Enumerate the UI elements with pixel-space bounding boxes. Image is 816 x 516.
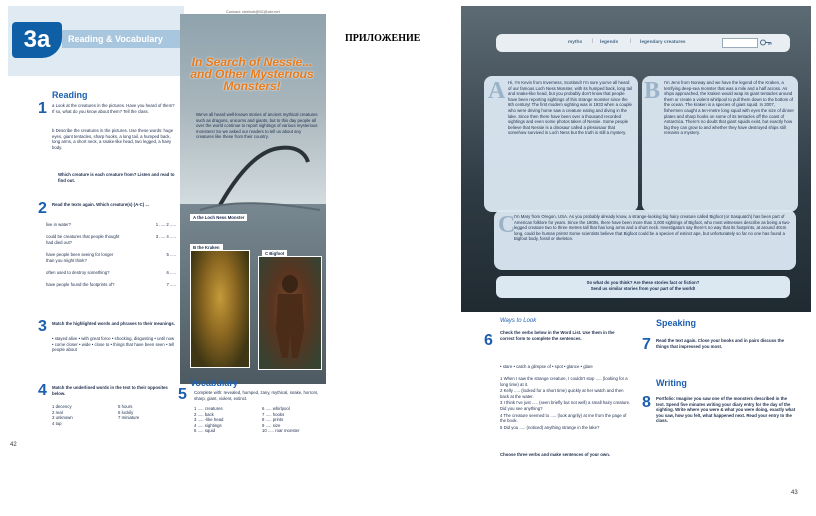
exercise-4-words-col2 xyxy=(118,404,174,421)
reading-heading: Reading xyxy=(52,90,88,100)
list-item: 5 ..... squid xyxy=(194,428,216,434)
exercise-3-number: 3 xyxy=(38,318,47,335)
exercise-1c: Which creature is each creature from? Listen and read to find out. xyxy=(58,172,175,183)
list-item: could be creatures that people thought had died out? 3 ..... 4 ..... xyxy=(46,234,176,245)
list-item: 2 Kelly ..... (looked for a short time) quickly at her watch and then back at the water. xyxy=(500,388,624,399)
search-box[interactable] xyxy=(722,38,758,48)
list-item: 5 Did you ..... (noticed) anything strange in the lake? xyxy=(500,424,600,430)
exercise-2-number: 2 xyxy=(38,200,47,217)
list-item: 4 top xyxy=(52,420,62,426)
website-nav-bar: myths | legends | legendary creatures xyxy=(496,34,790,52)
kraken-image xyxy=(190,250,250,368)
bigfoot-silhouette xyxy=(270,270,310,360)
list-item: 1 When I saw the strange creature, I couldn't stop ..... (looking for a long time) at it. xyxy=(500,376,628,387)
story-c-text: I'm Mary from Oregon, USA. As you probably already know, a strange-looking big hairy creature called Bigfoot (or Sasquatch) has been part of American folklore for years. Since the 1800s, there have been more than 3,000 sightings of Bigfoot, who most witnesses describe as being a two-legged creature two to three metres tall that has long arms and a short neck. Investigators say there's no way that its footprints, at around 40cm long, could be human prints! Some scientists believe that Bigfoot could be a species of extinct ape, but unfortunately so far no one has found a Bigfoot body, fossil or skeleton. xyxy=(514,214,791,242)
header-url: Contact: chebuh@52@ukr.net xyxy=(226,9,280,14)
vocabulary-heading: Vocabulary xyxy=(190,378,238,388)
panel-letter-c: C xyxy=(498,212,516,238)
list-item: 2 real xyxy=(52,409,63,415)
exercise-4-words-col1 xyxy=(52,404,102,426)
exercise-6-instructions: Check the verbs below in the Word List. Use them in the correct form to complete the sentences. xyxy=(500,330,615,341)
photo-label-b: B the Kraken xyxy=(190,244,223,251)
nav-item-legends[interactable]: legends xyxy=(600,40,619,45)
list-item: 6 luckily xyxy=(118,409,134,415)
question-line-1: So what do you think? Are these stories fact or fiction? xyxy=(586,280,700,285)
writing-text: Portfolio: Imagine you saw one of the monsters described in the text. Spend five minutes writing your diary entry for the day of the sighting. Write where you were & what you were doing, exactly what you saw, how you felt, what happened next. Read your entry to the class. xyxy=(656,396,796,424)
list-item: often used to destroy something? 6 ..... xyxy=(46,270,176,275)
speaking-heading: Speaking xyxy=(656,318,697,328)
speaking-text: Read the text again. Close your books and in pairs discuss the things that impressed you most. xyxy=(656,338,784,349)
exercise-7-number: 7 xyxy=(642,336,651,353)
story-a-text: Hi, I'm Kevin from Inverness, Scotland! I'm sure you've all heard of our famous Loch Ness Monster, with its humped back, long tail and snake-like head, but you probably don't know that people have been reporting sightings of this strange monster since the 6th century! The first modern sighting was in 1933 when a couple who were driving home saw a creature eating and diving in the lake. Since then there have been over a thousand recorded sightings and even some photos taken of Nessie. Some people believe that Nessie is a dinosaur called a plesiosaur that somehow survived in Loch Ness but the truth is still a mystery. xyxy=(508,80,632,136)
unit-badge: 3a xyxy=(12,22,62,58)
list-item: 4 The creature seemed to ..... (look angrily) at me from the page of the book. xyxy=(500,412,627,424)
list-item: 2 ..... back xyxy=(194,411,214,417)
list-item: 5 hours xyxy=(118,404,133,409)
exercise-1b: b Describe the creatures in the pictures. Use these words: huge eyes, giant tentacles, sharp hooks, a long tail, a humped back, long arms, a short neck, a snake-like head, two legged, a hairy body. xyxy=(52,128,174,150)
list-item: 8 ..... prints xyxy=(262,417,284,423)
nav-item-legendary-creatures[interactable]: legendary creatures xyxy=(640,40,686,45)
exercise-5-col2 xyxy=(262,406,326,434)
exercise-2-list xyxy=(46,222,176,294)
writing-heading: Writing xyxy=(656,378,687,388)
magazine-title: In Search of Nessie... and Other Mysterious Monsters! xyxy=(190,55,314,93)
photo-label-c: C Bigfoot xyxy=(262,250,287,257)
exercise-8-number: 8 xyxy=(642,394,651,411)
exercise-5-instructions: Complete with: revealed, humped, zany, mythical, snake, horrors, sharp, giant, violent, extinct. xyxy=(194,390,319,401)
magazine-intro: We've all heard well-known stories of ancient mythical creatures such as dragons, unicorns and giants, but to this day people all over the world continue to report sightings of various mysterious monsters! So we asked our readers to tell us about any creatures like these from their country. xyxy=(196,112,318,140)
unit-title: Reading & Vocabulary xyxy=(62,30,182,48)
photo-label-a: A the Loch Ness Monster xyxy=(190,214,247,221)
list-item: 1 decency xyxy=(52,404,72,409)
exercise-3-meanings: • stayed alive • with great force • shocking, disgusting • until now • come closer • wide • close to • things that have been seen • tell people about xyxy=(52,336,175,353)
question-box xyxy=(496,276,790,298)
list-item: 9 ..... size xyxy=(262,422,281,428)
exercise-3-instructions: Match the highlighted words and phrases to their meanings. xyxy=(52,321,175,326)
page-number-left: 42 xyxy=(10,442,17,448)
nav-item-myths[interactable]: myths xyxy=(568,40,583,45)
panel-letter-b: B xyxy=(644,78,661,104)
list-item: 6 ..... whirlpool xyxy=(262,406,290,411)
list-item: 3 unknown xyxy=(52,415,73,421)
exercise-2-instructions: Read the texts again. Which creature(s) (A-C) ... xyxy=(52,202,149,207)
list-item: 4 ..... sightings xyxy=(194,422,222,428)
page-number-right: 43 xyxy=(791,490,798,496)
exercise-5-number: 5 xyxy=(178,386,187,403)
list-item: 1 ..... creatures xyxy=(194,406,223,411)
exercise-4-instructions: Match the underlined words in the text to their opposites below. xyxy=(52,385,168,396)
panel-letter-a: A xyxy=(488,78,506,104)
key-icon[interactable] xyxy=(760,38,772,47)
exercise-1-number: 1 xyxy=(38,100,47,117)
list-item: 3 ..... -like head xyxy=(194,417,224,423)
story-b-text: I'm Jens from Norway and we have the legend of the Kraken, a terrifying deep-sea monster that was a mile and a half across. As ships approached, the kraken would wrap its giant tentacles around them or create a violent whirlpool to pull them down to the bottom of the ocean. The kraken is a species of giant squid. In 2007, fishermen caught a ten-metre long squid with eyes the size of dinner plates and sharp hooks on some of its tentacles off the coast of Antarctica. There's no doubt that giant squids exist, but exactly how big they can grow to and whether they have destroyed ships still remains a mystery. xyxy=(664,80,794,136)
exercise-6-number: 6 xyxy=(484,332,493,349)
exercise-6-heading: Ways to Look xyxy=(500,318,537,324)
list-item: live in water? 1 ..... 2 ..... xyxy=(46,222,176,227)
list-item: have people found the footprints of? 7 ..... xyxy=(46,282,176,287)
list-item: 10 ..... roar monster xyxy=(262,428,300,434)
list-item: 7 miniature xyxy=(118,415,140,421)
exercise-6-verbs: • stare • catch a glimpse of • spot • glance • glare xyxy=(500,364,593,369)
list-item: 3 I think I've just ..... (seen briefly but not well) a small hairy creature. Did you see anything? xyxy=(500,400,631,411)
question-line-2: Send us similar stories from your part of the world! xyxy=(590,286,696,291)
exercise-4-number: 4 xyxy=(38,382,47,399)
appendix-title: ПРИЛОЖЕНИЕ xyxy=(345,33,421,44)
exercise-5-col1 xyxy=(194,406,256,434)
exercise-1a: a Look at the creatures in the pictures. Have you heard of them? If so, what do you know about them? Tell the class. xyxy=(52,103,175,114)
list-item: 7 ..... hooks xyxy=(262,411,285,417)
exercise-6-footer: Choose three verbs and make sentences of your own. xyxy=(500,452,611,457)
exercise-6-items xyxy=(500,376,632,431)
list-item: have people been seeing for longer than you might think? 5 ..... xyxy=(46,252,176,263)
